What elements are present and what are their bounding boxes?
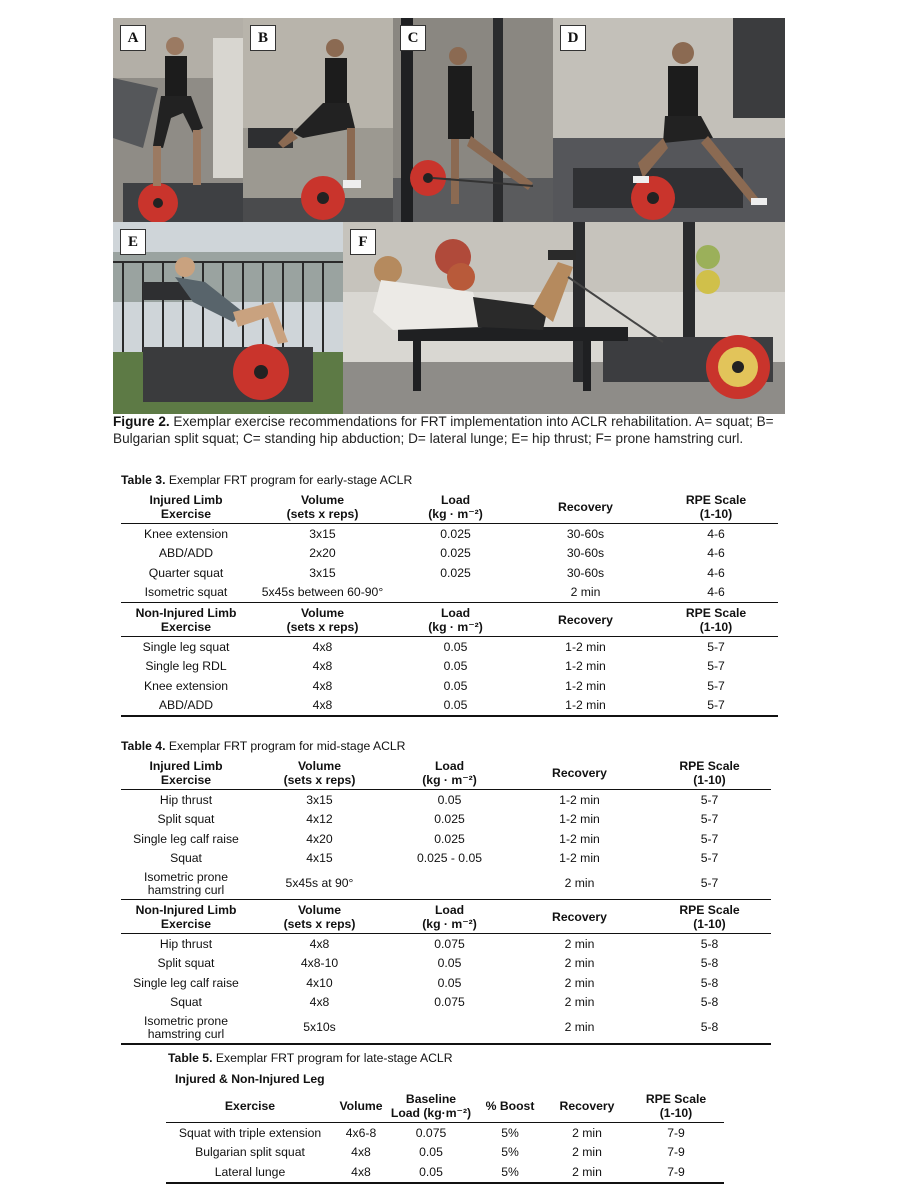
panel-label-e: E bbox=[120, 229, 146, 255]
table-cell: 4-6 bbox=[707, 546, 725, 561]
table-cell: 2 min bbox=[564, 876, 595, 890]
panel-label-a: A bbox=[120, 25, 146, 51]
table-cell: Split squat bbox=[157, 956, 215, 971]
table-cell: 4x8 bbox=[251, 696, 394, 717]
table-cell: 5-8 bbox=[700, 975, 719, 990]
table-cell: Lateral lunge bbox=[166, 1162, 334, 1183]
table-cell: 5-7 bbox=[654, 696, 778, 717]
column-header: Recovery bbox=[511, 900, 648, 934]
table-cell bbox=[388, 868, 511, 900]
table-cell: Squat with triple extension bbox=[178, 1125, 322, 1140]
table-row bbox=[121, 637, 778, 657]
table-cell: 5% bbox=[474, 1162, 546, 1183]
table-cell: 4x12 bbox=[306, 812, 333, 827]
panel-label-d: D bbox=[560, 25, 586, 51]
column-header: RPE Scale (1-10) bbox=[654, 603, 778, 637]
table-cell: 4x15 bbox=[306, 851, 333, 866]
table-cell: 0.075 bbox=[434, 936, 465, 951]
table-cell: 0.075 bbox=[434, 995, 465, 1010]
exercise-figure bbox=[113, 18, 785, 414]
column-header: RPE Scale (1-10) bbox=[654, 490, 778, 524]
table-cell: 7-9 bbox=[628, 1162, 724, 1183]
table-cell: 4-6 bbox=[707, 585, 725, 600]
table-row bbox=[166, 1162, 724, 1183]
column-header: Load (kg · m⁻²) bbox=[394, 490, 517, 524]
table-cell: 0.05 bbox=[437, 792, 462, 807]
table4-mid-stage bbox=[121, 756, 771, 1045]
table-row bbox=[166, 1123, 724, 1143]
table-cell: 2 min bbox=[572, 1145, 602, 1160]
table-cell: 5% bbox=[501, 1125, 519, 1140]
table-header-row bbox=[121, 900, 771, 934]
table-cell: 5-8 bbox=[700, 995, 719, 1010]
table5-caption: Table 5. Exemplar FRT program for late-stage ACLR bbox=[168, 1051, 453, 1065]
table-cell: Isometric prone hamstring curl bbox=[144, 869, 228, 897]
table4-caption: Table 4. Exemplar FRT program for mid-stage ACLR bbox=[121, 739, 406, 753]
table3-caption: Table 3. Exemplar FRT program for early-stage ACLR bbox=[121, 473, 413, 487]
table-cell: 4-6 bbox=[707, 565, 725, 580]
table-row bbox=[121, 868, 771, 900]
column-header: Load (kg · m⁻²) bbox=[388, 900, 511, 934]
column-header: Volume bbox=[334, 1089, 388, 1123]
table-cell: Squat bbox=[170, 851, 202, 866]
table-cell: 0.025 bbox=[440, 546, 471, 561]
table-cell: 30-60s bbox=[566, 546, 605, 561]
table-cell: 4x8 bbox=[312, 678, 333, 693]
table-row bbox=[121, 696, 778, 717]
table-cell: Knee extension bbox=[143, 678, 229, 693]
table-cell bbox=[394, 583, 517, 603]
prone-hamstring-curl-photo bbox=[343, 222, 785, 414]
table-row bbox=[121, 676, 778, 696]
table-cell: 1-2 min bbox=[559, 812, 600, 827]
table-cell: Isometric squat bbox=[144, 585, 228, 600]
column-header: % Boost bbox=[474, 1089, 546, 1123]
table-cell: 5-7 bbox=[700, 812, 719, 827]
column-header: RPE Scale (1-10) bbox=[648, 900, 771, 934]
table-cell: 4x10 bbox=[306, 975, 333, 990]
table-header-row bbox=[166, 1089, 724, 1123]
column-header: Volume (sets x reps) bbox=[251, 900, 388, 934]
table-cell: 0.05 bbox=[388, 1162, 474, 1183]
figure-panel-d bbox=[553, 18, 785, 222]
table-cell: 2 min bbox=[572, 1125, 602, 1140]
table-cell: 3x15 bbox=[309, 565, 336, 580]
table-cell: 2 min bbox=[564, 975, 595, 990]
figure-panel-a bbox=[113, 18, 243, 222]
table-cell: 5x10s bbox=[251, 1012, 388, 1044]
table-cell: 2 min bbox=[546, 1162, 628, 1183]
table-row bbox=[121, 993, 771, 1013]
column-header: Load (kg · m⁻²) bbox=[394, 603, 517, 637]
hip-thrust-photo bbox=[113, 222, 343, 414]
table-cell: 2 min bbox=[564, 936, 595, 951]
table-row bbox=[121, 810, 771, 830]
table-cell: 30-60s bbox=[566, 526, 605, 541]
table-cell: 5-7 bbox=[700, 876, 719, 890]
table-header-row bbox=[121, 756, 771, 790]
table-cell: Single leg RDL bbox=[145, 659, 227, 674]
table-row bbox=[121, 829, 771, 849]
table-cell: 0.025 bbox=[434, 812, 465, 827]
column-header: RPE Scale (1-10) bbox=[648, 756, 771, 790]
panel-label-c: C bbox=[400, 25, 426, 51]
table-row bbox=[121, 934, 771, 954]
table-cell: 7-9 bbox=[667, 1125, 685, 1140]
table-cell: Squat bbox=[170, 995, 202, 1010]
table-cell: 2 min bbox=[570, 585, 601, 600]
table-cell: 4x8 bbox=[334, 1162, 388, 1183]
column-header: Recovery bbox=[546, 1089, 628, 1123]
table5-subheading: Injured & Non-Injured Leg bbox=[175, 1072, 325, 1086]
column-header: Injured Limb Exercise bbox=[121, 756, 251, 790]
table-row bbox=[121, 1012, 771, 1044]
table-row bbox=[121, 973, 771, 993]
table-cell: 4x8 bbox=[312, 659, 333, 674]
table-cell: 2 min bbox=[564, 995, 595, 1010]
table-cell: ABD/ADD bbox=[121, 696, 251, 717]
table-cell: 0.05 bbox=[443, 659, 468, 674]
table5-late-stage bbox=[166, 1089, 724, 1184]
table-cell: 5-7 bbox=[700, 831, 719, 846]
table-cell: Bulgarian split squat bbox=[195, 1145, 305, 1160]
table-row bbox=[166, 1143, 724, 1163]
table-cell: 4x8 bbox=[309, 995, 330, 1010]
table-cell: 5x45s at 90° bbox=[285, 876, 354, 890]
table-row bbox=[121, 657, 778, 677]
table-cell: Single leg calf raise bbox=[133, 831, 239, 846]
column-header: Load (kg · m⁻²) bbox=[388, 756, 511, 790]
table-cell: 5-7 bbox=[707, 678, 725, 693]
table-cell: 5-8 bbox=[700, 936, 719, 951]
table-cell: 30-60s bbox=[566, 565, 605, 580]
table-cell: Hip thrust bbox=[159, 936, 213, 951]
table-row bbox=[121, 583, 778, 603]
table-cell: 1-2 min bbox=[565, 678, 606, 693]
table-row bbox=[121, 563, 778, 583]
table-header-row bbox=[121, 490, 778, 524]
column-header: Volume (sets x reps) bbox=[251, 603, 394, 637]
column-header: Recovery bbox=[517, 490, 654, 524]
panel-label-f: F bbox=[350, 229, 376, 255]
table-cell: ABD/ADD bbox=[158, 546, 214, 561]
figure-caption: Figure 2. Exemplar exercise recommendations for FRT implementation into ACLR rehabilitation. A= squat; B= Bulgarian split squat; C= standing hip abduction; D= lateral lunge; E= hip thrust; F= prone hamstring curl. bbox=[113, 414, 774, 446]
table-cell: 5-7 bbox=[700, 792, 719, 807]
table-cell: 0.025 bbox=[440, 565, 471, 580]
table-row bbox=[121, 544, 778, 564]
table-cell: 5-8 bbox=[648, 1012, 771, 1044]
table-cell: 4x8-10 bbox=[300, 956, 339, 971]
table-cell: 2 min bbox=[564, 956, 595, 971]
table-cell: 5-7 bbox=[700, 851, 719, 866]
table-cell: Split squat bbox=[157, 812, 215, 827]
table-cell: 5-8 bbox=[700, 956, 719, 971]
table-cell: 0.05 bbox=[443, 639, 468, 654]
table-cell: 4-6 bbox=[707, 526, 725, 541]
figure-panel-c bbox=[393, 18, 553, 222]
column-header: Injured Limb Exercise bbox=[121, 490, 251, 524]
table-cell: 5-7 bbox=[707, 659, 725, 674]
table-cell: 1-2 min bbox=[517, 696, 654, 717]
table-cell: 0.05 bbox=[443, 678, 468, 693]
table3-early-stage bbox=[121, 490, 778, 717]
table-cell: 1-2 min bbox=[559, 792, 600, 807]
table-cell: 0.025 - 0.05 bbox=[416, 851, 483, 866]
table-header-row bbox=[121, 603, 778, 637]
table-cell: 4x8 bbox=[312, 639, 333, 654]
table-cell: 0.05 bbox=[437, 975, 462, 990]
table-cell: 3x15 bbox=[309, 526, 336, 541]
lateral-lunge-photo bbox=[553, 18, 785, 222]
table-cell: 4x20 bbox=[306, 831, 333, 846]
table-cell: 3x15 bbox=[306, 792, 333, 807]
column-header: Non-Injured Limb Exercise bbox=[121, 900, 251, 934]
table-cell: 4x8 bbox=[309, 936, 330, 951]
table-cell: 5% bbox=[501, 1145, 519, 1160]
table-cell: Hip thrust bbox=[159, 792, 213, 807]
table-row bbox=[121, 849, 771, 869]
table-cell bbox=[388, 1012, 511, 1044]
table-cell: 1-2 min bbox=[559, 851, 600, 866]
table-cell: 0.025 bbox=[434, 831, 465, 846]
column-header: Volume (sets x reps) bbox=[251, 490, 394, 524]
table-cell: Single leg squat bbox=[142, 639, 230, 654]
table-row bbox=[121, 954, 771, 974]
table-cell: 4x8 bbox=[351, 1145, 371, 1160]
column-header: Volume (sets x reps) bbox=[251, 756, 388, 790]
table-cell: Single leg calf raise bbox=[133, 975, 239, 990]
table-cell: 0.025 bbox=[440, 526, 471, 541]
table-cell: 0.075 bbox=[415, 1125, 447, 1140]
table-cell: 0.05 bbox=[394, 696, 517, 717]
table-cell: 2 min bbox=[511, 1012, 648, 1044]
table-row bbox=[121, 790, 771, 810]
table-cell: Quarter squat bbox=[148, 565, 224, 580]
table-row bbox=[121, 524, 778, 544]
table-cell: 0.05 bbox=[419, 1145, 443, 1160]
table-cell: 4x6-8 bbox=[345, 1125, 377, 1140]
column-header: Recovery bbox=[511, 756, 648, 790]
table-cell: 1-2 min bbox=[565, 659, 606, 674]
panel-label-b: B bbox=[250, 25, 276, 51]
table-cell: 5-7 bbox=[707, 639, 725, 654]
column-header: RPE Scale (1-10) bbox=[628, 1089, 724, 1123]
table-cell: 1-2 min bbox=[565, 639, 606, 654]
column-header: Baseline Load (kg·m⁻²) bbox=[388, 1089, 474, 1123]
table-cell: 5x45s between 60-90° bbox=[261, 585, 384, 600]
table-cell: 1-2 min bbox=[559, 831, 600, 846]
table-cell: 0.05 bbox=[437, 956, 462, 971]
table-cell: 7-9 bbox=[667, 1145, 685, 1160]
figure-panel-b bbox=[243, 18, 393, 222]
column-header: Non-Injured Limb Exercise bbox=[121, 603, 251, 637]
column-header: Exercise bbox=[166, 1089, 334, 1123]
figure-panel-f bbox=[343, 222, 785, 414]
table-cell: Isometric prone hamstring curl bbox=[121, 1012, 251, 1044]
figure-panel-e bbox=[113, 222, 343, 414]
table-cell: 2x20 bbox=[309, 546, 336, 561]
table-cell: Knee extension bbox=[143, 526, 229, 541]
column-header: Recovery bbox=[517, 603, 654, 637]
